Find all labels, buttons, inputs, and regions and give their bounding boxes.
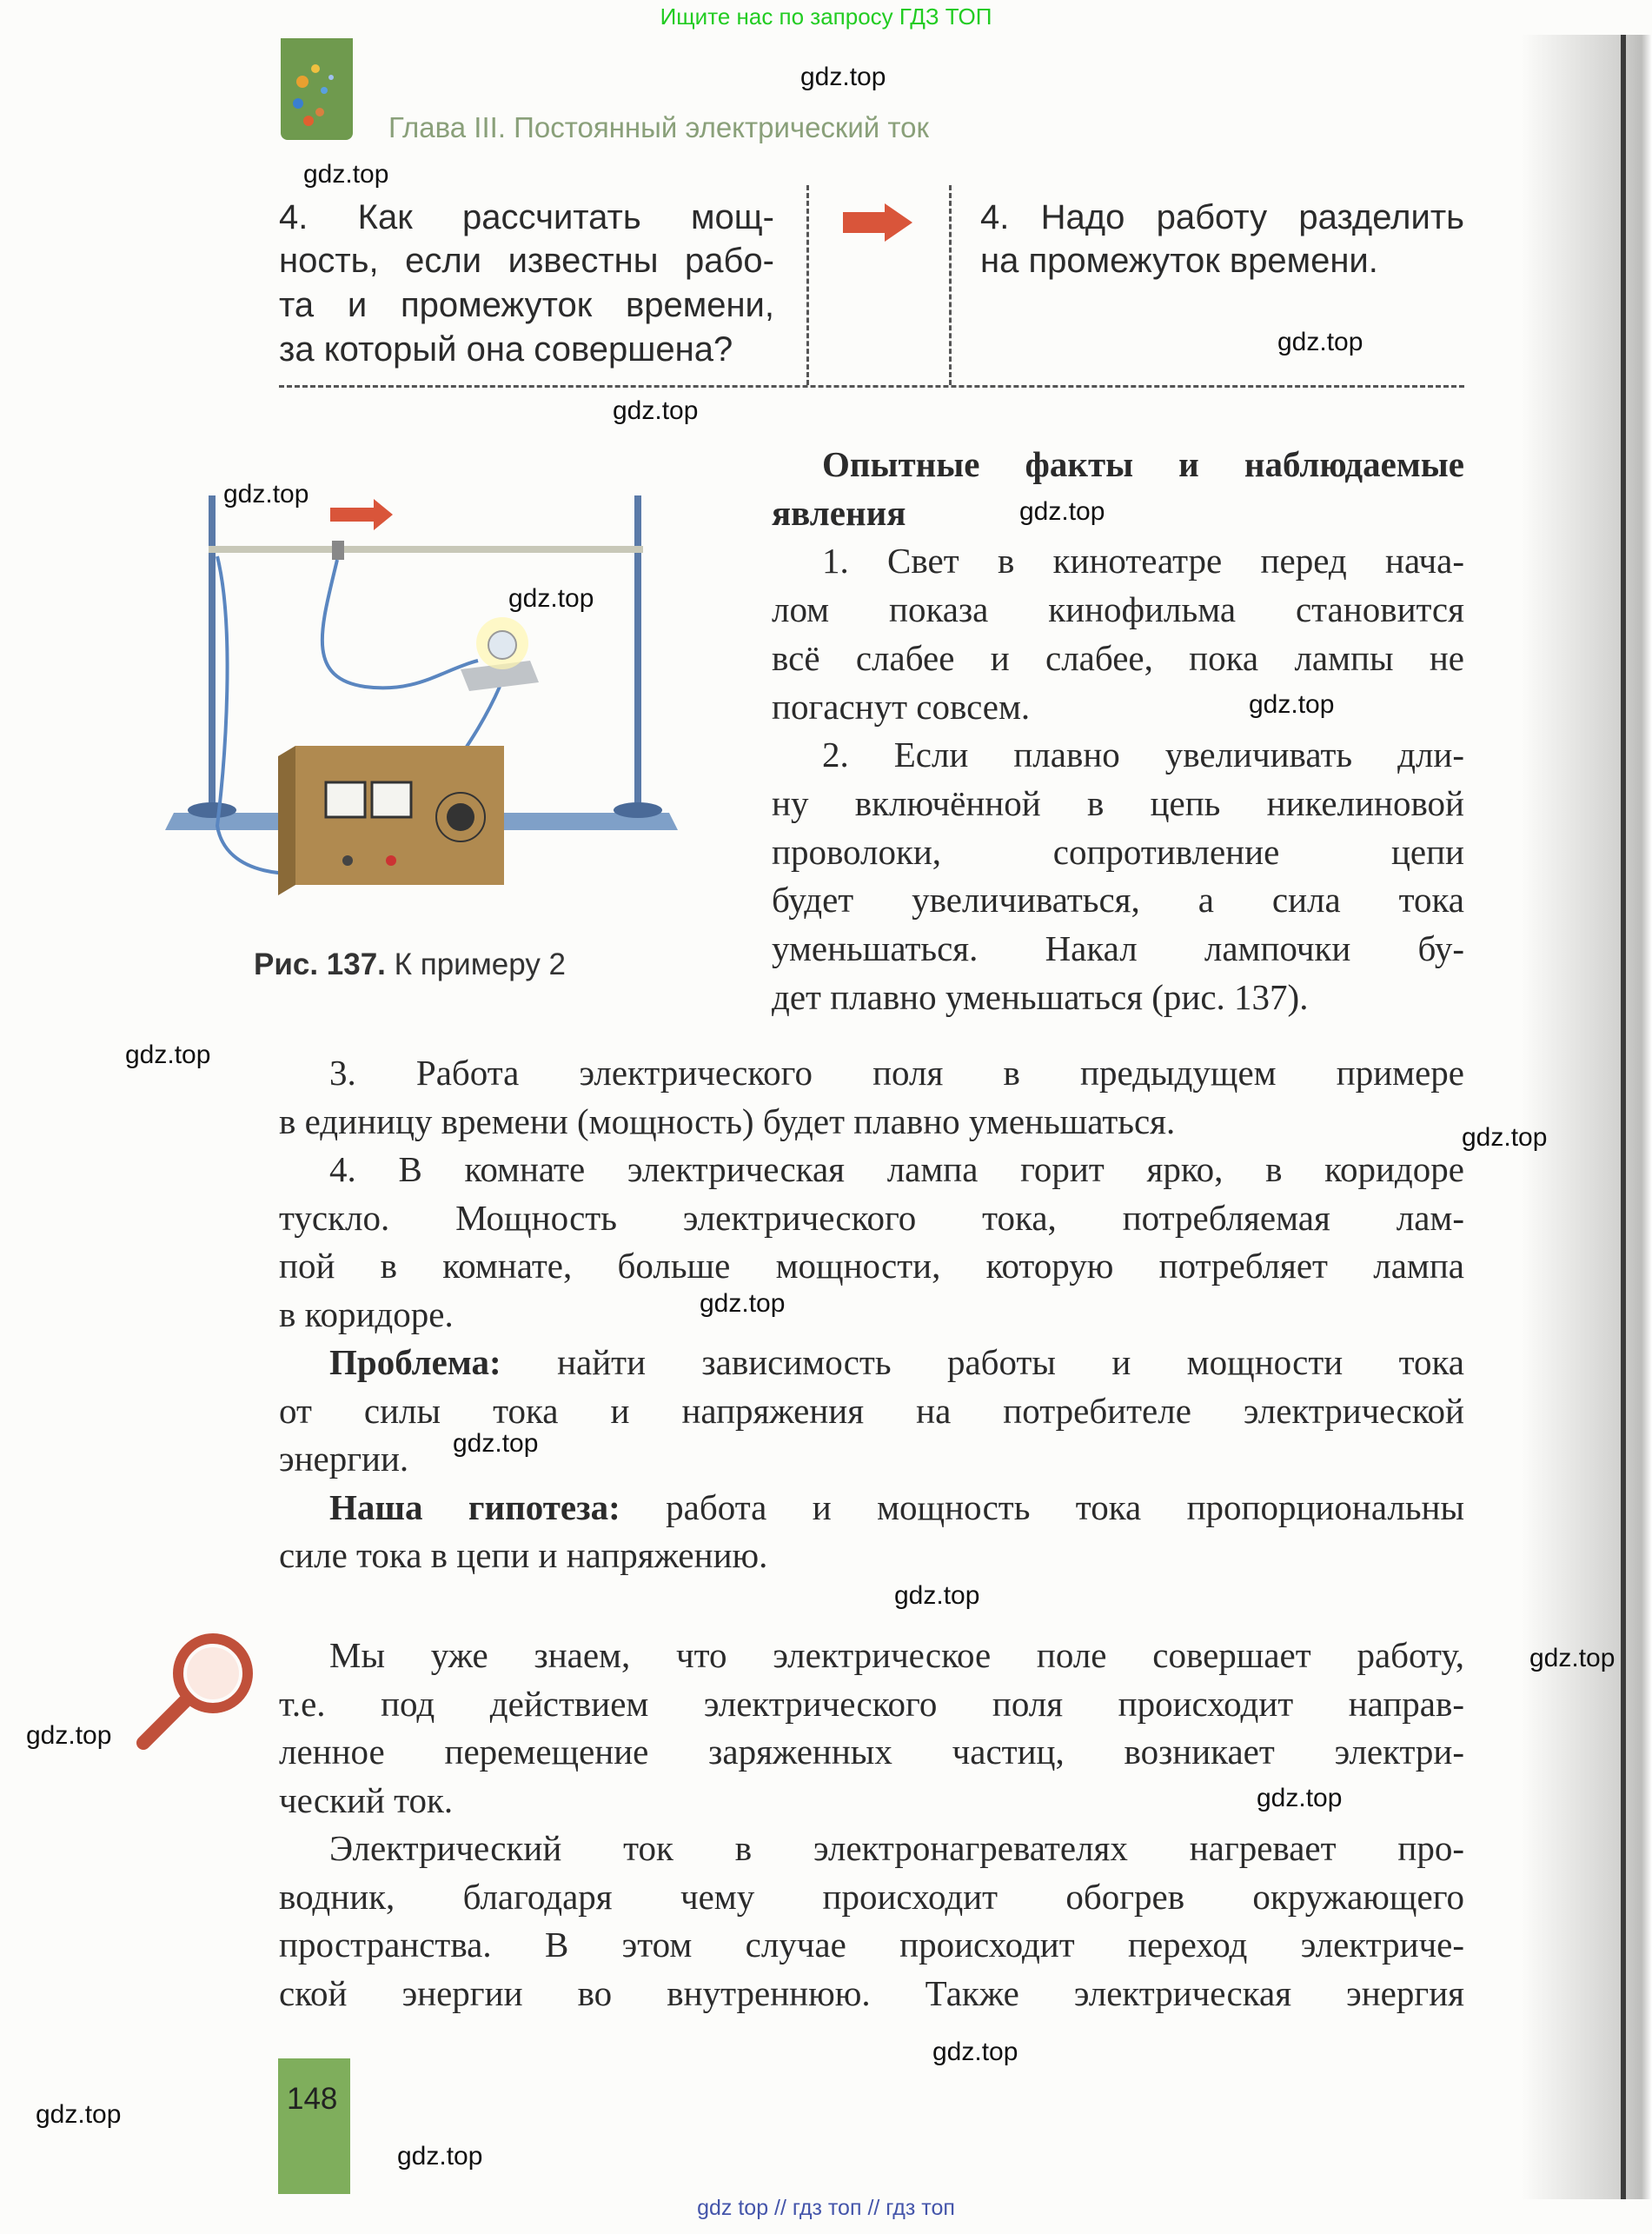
question-line: за который она совершена? xyxy=(279,330,733,369)
circuit-figure xyxy=(165,495,687,895)
magnifier-icon xyxy=(130,1626,261,1756)
text-line: в единицу времени (мощность) будет плавно уменьшаться. xyxy=(279,1101,1176,1141)
paragraph-first-line xyxy=(329,1485,1464,1530)
text-line: найти зависимость работы и мощности тока xyxy=(557,1342,1464,1382)
text-line: проволоки, сопротивление цепи xyxy=(772,832,1464,872)
text-line: т.е. под действием электрического поля происходит направ- xyxy=(279,1684,1464,1724)
text-line: 3. Работа электрического поля в предыдущем примере xyxy=(329,1053,1464,1093)
watermark: gdz.top xyxy=(1249,690,1335,719)
paragraph-lead: Наша гипотеза: xyxy=(329,1487,620,1527)
text-line: тускло. Мощность электрического тока, потребляемая лам- xyxy=(279,1198,1464,1238)
paragraph-first-line xyxy=(329,1340,1464,1385)
text-line: Мы уже знаем, что электрическое поле совершает работу, xyxy=(329,1635,1464,1675)
watermark: gdz.top xyxy=(508,584,594,613)
text-line: дет плавно уменьшаться (рис. 137). xyxy=(772,977,1309,1017)
question-line: та и промежуток времени, xyxy=(279,286,774,324)
chapter-title: Глава III. Постоянный электрический ток xyxy=(388,111,929,143)
text-line: лом показа кинофильма становится xyxy=(772,589,1464,629)
heading-line: явления xyxy=(772,493,906,533)
watermark: gdz.top xyxy=(453,1429,539,1458)
figure-caption xyxy=(254,947,566,982)
divider xyxy=(949,185,952,385)
bottom-banner[interactable]: gdz top // гдз топ // гдз топ xyxy=(697,2196,955,2220)
page-edge-line xyxy=(1621,35,1626,2199)
top-banner[interactable]: Ищите нас по запросу ГДЗ ТОП xyxy=(660,3,992,30)
text-line: ну включённой в цепь никелиновой xyxy=(772,783,1464,823)
text-line: силе тока в цепи и напряжению. xyxy=(279,1535,768,1575)
watermark: gdz.top xyxy=(1277,328,1363,356)
watermark: gdz.top xyxy=(303,160,389,189)
watermark: gdz.top xyxy=(932,2038,1018,2066)
watermark: gdz.top xyxy=(1257,1784,1343,1812)
page-tab xyxy=(278,2058,350,2194)
text-line: от силы тока и напряжения на потребителе электрической xyxy=(279,1391,1464,1431)
text-line: пой в комнате, больше мощности, которую потребляет лампа xyxy=(279,1246,1464,1286)
text-line: в коридоре. xyxy=(279,1294,454,1334)
watermark: gdz.top xyxy=(1529,1644,1616,1672)
text-line: пространства. В этом случае происходит переход электриче- xyxy=(279,1925,1464,1965)
text-line: уменьшаться. Накал лампочки бу- xyxy=(772,928,1464,968)
text-line: будет увеличиваться, а сила тока xyxy=(772,880,1464,920)
divider xyxy=(279,385,1464,388)
chapter-icon xyxy=(281,38,353,140)
figure-caption-text: К примеру 2 xyxy=(394,947,567,981)
question-line: 4. Как рассчитать мощ- xyxy=(279,198,774,236)
answer-line: 4. Надо работу разделить xyxy=(980,198,1464,236)
arrow-right-icon xyxy=(841,202,914,243)
text-line: ческий ток. xyxy=(279,1780,454,1820)
watermark: gdz.top xyxy=(700,1289,786,1318)
text-line: ской энергии во внутреннюю. Также электрическая энергия xyxy=(279,1973,1464,2013)
watermark: gdz.top xyxy=(800,63,886,91)
text-line: 1. Свет в кинотеатре перед нача- xyxy=(822,541,1464,581)
molecule-icon xyxy=(281,38,353,140)
text-line: энергии. xyxy=(279,1439,409,1479)
question-line: ность, если известны рабо- xyxy=(279,242,774,280)
text-line: работа и мощность тока пропорциональны xyxy=(666,1487,1465,1527)
text-line: водник, благодаря чему происходит обогрев окружающего xyxy=(279,1877,1464,1917)
text-line: Электрический ток в электронагревателях нагревает про- xyxy=(329,1828,1464,1868)
divider xyxy=(806,185,809,385)
text-line: ленное перемещение заряженных частиц, возникает электри- xyxy=(279,1732,1464,1772)
answer-line: на промежуток времени. xyxy=(980,242,1378,280)
watermark: gdz.top xyxy=(36,2100,122,2129)
paragraph-lead: Проблема: xyxy=(329,1342,501,1382)
watermark: gdz.top xyxy=(223,480,309,509)
heading-line: Опытные факты и наблюдаемые xyxy=(822,444,1464,484)
text-line: 2. Если плавно увеличивать дли- xyxy=(822,735,1464,775)
watermark: gdz.top xyxy=(125,1041,211,1069)
figure-label: Рис. 137. xyxy=(254,947,386,981)
text-line: 4. В комнате электрическая лампа горит ярко, в коридоре xyxy=(329,1149,1464,1189)
text-line: погаснут совсем. xyxy=(772,687,1031,727)
watermark: gdz.top xyxy=(613,396,699,425)
text-line: всё слабее и слабее, пока лампы не xyxy=(772,638,1464,678)
watermark: gdz.top xyxy=(397,2142,483,2171)
watermark: gdz.top xyxy=(894,1581,980,1610)
watermark: gdz.top xyxy=(1019,497,1105,526)
watermark: gdz.top xyxy=(26,1721,112,1750)
page-number: 148 xyxy=(287,2082,338,2116)
watermark: gdz.top xyxy=(1462,1123,1548,1152)
page-edge-shadow xyxy=(1521,35,1652,2199)
